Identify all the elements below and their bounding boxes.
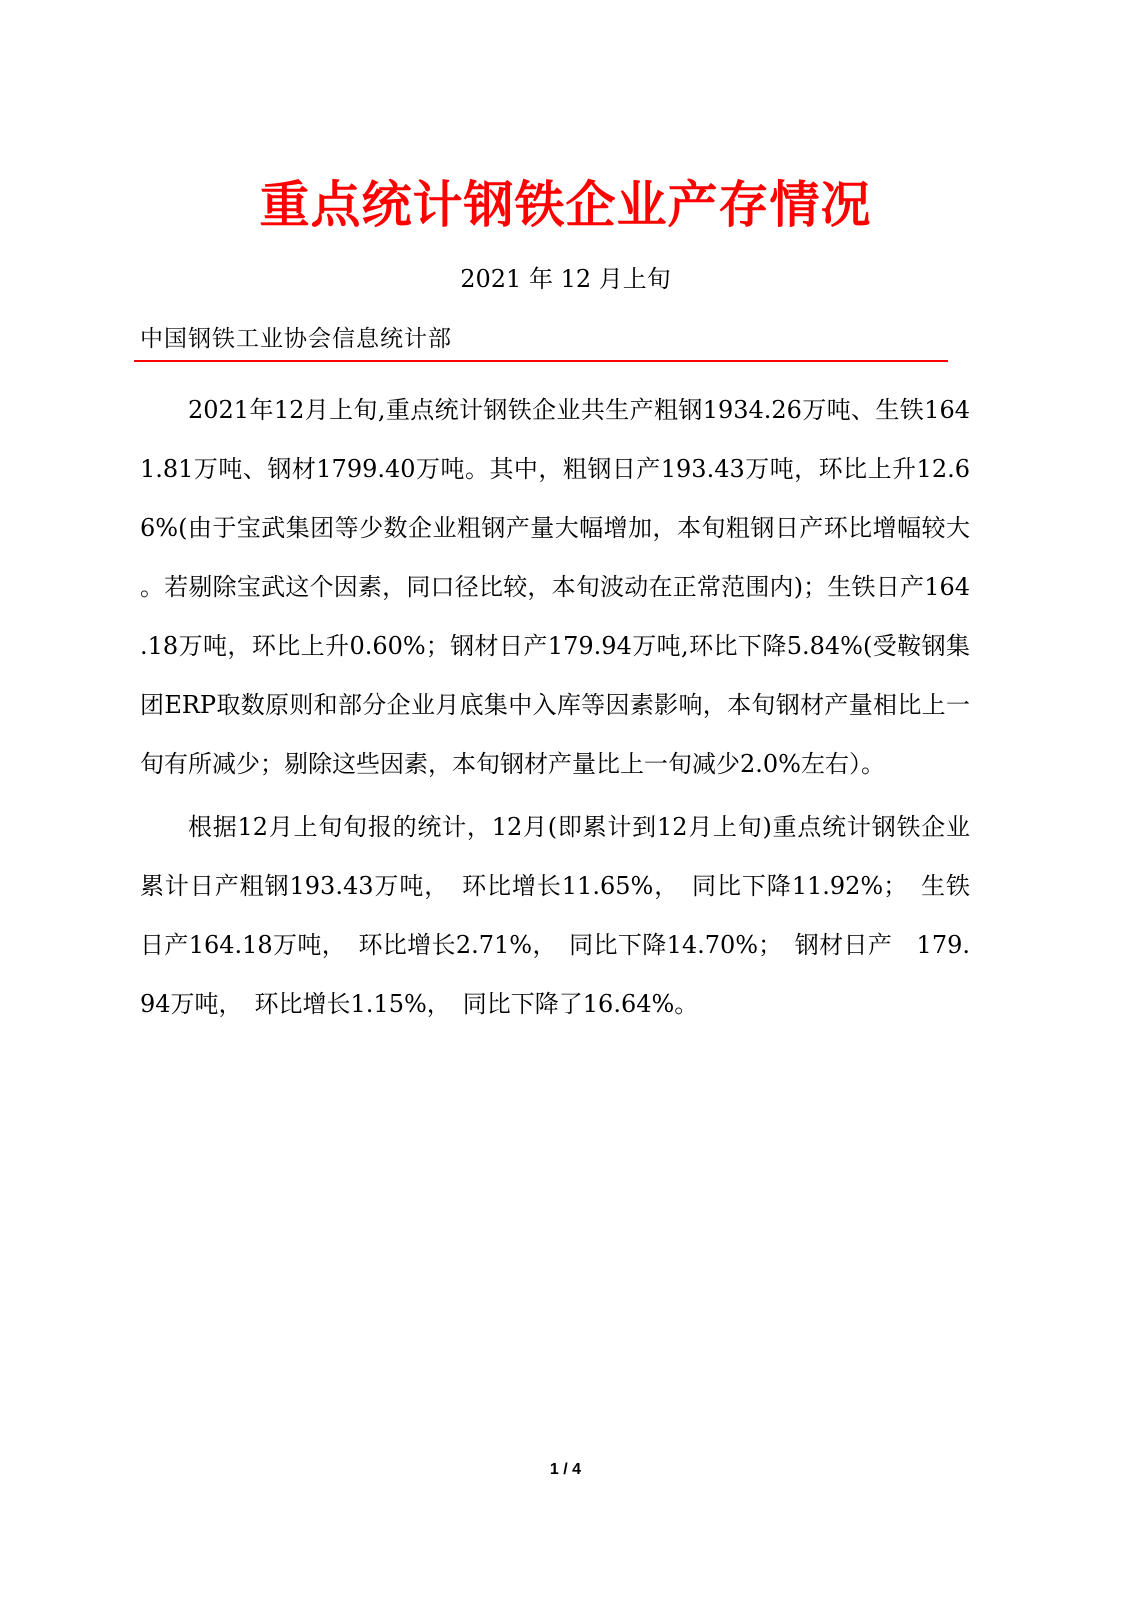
document-title: 重点统计钢铁企业产存情况 [259,176,872,234]
document-body [140,381,970,1038]
page-number: 1 / 4 [549,1461,582,1478]
document-date: 2021 年 12 月上旬 [460,265,671,293]
body-paragraph: 根据12月上旬旬报的统计，12月(即累计到12月上旬)重点统计钢铁企业累计日产粗钢193.43万吨， 环比增长11.65%， 同比下降11.92%； 生铁日产164.18万吨， 环比增长2.71%， 同比下降14.70%； 钢材日产 179.94万吨， 环比增长1.15%， 同比下降了16.64%。 [140,813,970,1018]
organization-name: 中国钢铁工业协会信息统计部 [140,326,452,352]
header-divider [134,360,948,362]
body-paragraph: 2021年12月上旬,重点统计钢铁企业共生产粗钢1934.26万吨、生铁1641.81万吨、钢材1799.40万吨。其中，粗钢日产193.43万吨，环比上升12.66%(由于宝武集团等少数企业粗钢产量大幅增加，本旬粗钢日产环比增幅较大。若剔除宝武这个因素，同口径比较，本旬波动在正常范围内)；生铁日产164.18万吨，环比上升0.60%；钢材日产179.94万吨,环比下降5.84%(受鞍钢集团ERP取数原则和部分企业月底集中入库等因素影响，本旬钢材产量相比上一旬有所减少；剔除这些因素，本旬钢材产量比上一旬减少2.0%左右）。 [140,396,970,778]
